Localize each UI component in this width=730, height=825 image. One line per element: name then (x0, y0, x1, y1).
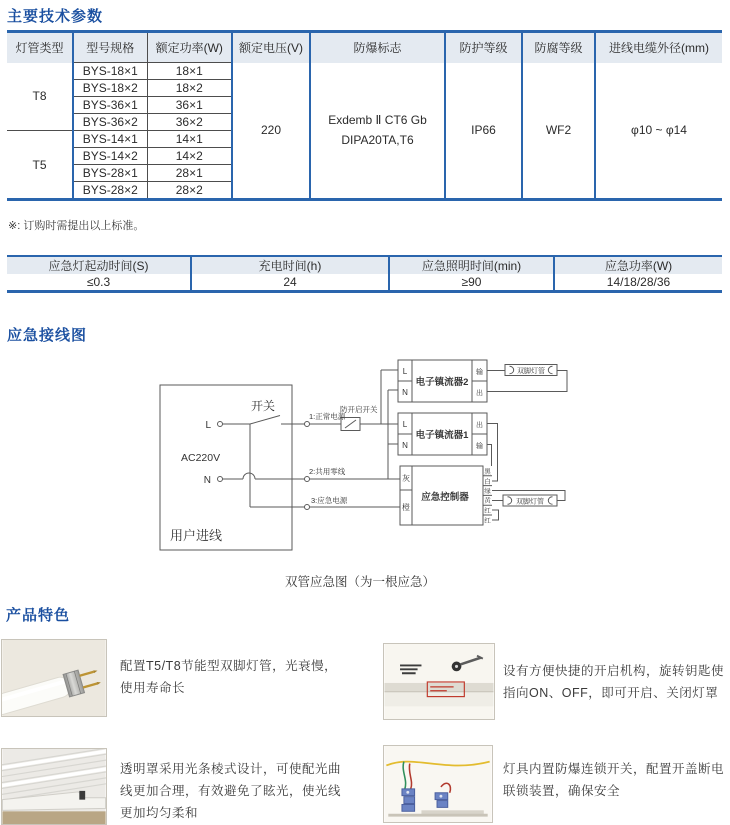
cable-diameter-cell: φ10 ~ φ14 (595, 63, 722, 200)
controller-terminal-red2: 红 (484, 517, 491, 525)
guard-switch-label: 防开启开关 (340, 405, 378, 414)
col-header-start-time: 应急灯起动时间(S) (7, 256, 191, 274)
feature-line: 设有方便快捷的开启机构，旋转钥匙使 (503, 664, 725, 678)
junction-dot-1 (305, 422, 310, 427)
model-cell: BYS-14×2 (73, 148, 147, 165)
terminal-dot-n (218, 477, 223, 482)
feature-line: 灯具内置防爆连锁开关，配置开盖断电 (503, 762, 725, 776)
ballast2-label: 电子镇流器2 (415, 377, 469, 388)
ballast1-terminal-out2: 输 (476, 443, 483, 450)
ex-mark-line2: DIPA20TA,T6 (341, 133, 414, 148)
model-cell: BYS-18×1 (73, 63, 147, 80)
table-row (7, 63, 722, 80)
feature-line: 更加均匀柔和 (120, 806, 199, 820)
controller-terminal-red1: 红 (484, 507, 491, 515)
voltage-cell: 220 (232, 63, 310, 200)
feature-line: 使用寿命长 (120, 681, 186, 695)
feature-text-4 (503, 758, 730, 802)
prismatic-cover-photo (1, 748, 107, 825)
terminal-n-label: N (203, 475, 211, 486)
section-title-features: 产品特色 (6, 607, 71, 624)
order-note: ※: 订购时需提出以上标准。 (8, 220, 145, 232)
controller-terminal-yellow: 黄 (484, 497, 491, 505)
col-header-ex-mark: 防爆标志 (310, 32, 445, 63)
ballast2-terminal-n: N (402, 388, 408, 397)
feature-line: 配置T5/T8节能型双脚灯管，光衰慢， (120, 659, 338, 673)
section-title-wiring: 应急接线图 (7, 327, 88, 344)
start-time-value: ≤0.3 (7, 274, 191, 292)
ballast1-terminal-n: N (402, 441, 408, 450)
feature-line: 透明罩采用光条棱式设计，可使配光曲 (120, 762, 342, 776)
ballast2-terminal-l: L (402, 367, 408, 376)
power-cell: 18×2 (147, 80, 232, 97)
junction-dot-3 (305, 505, 310, 510)
lamp-top-label: 双脚灯管 (517, 368, 545, 375)
table-surface (2, 811, 105, 824)
controller-label: 应急控制器 (421, 492, 469, 503)
power-cell: 36×2 (147, 114, 232, 131)
interlock-switch-photo (383, 745, 493, 823)
col-header-emergency-duration: 应急照明时间(min) (389, 256, 554, 274)
feature-text-2 (503, 660, 730, 704)
emergency-header-row (7, 256, 722, 274)
model-cell: BYS-28×1 (73, 165, 147, 182)
model-cell: BYS-36×2 (73, 114, 147, 131)
metal-rail (421, 810, 483, 814)
power-cell: 28×1 (147, 165, 232, 182)
feature-text-3 (120, 758, 370, 824)
incoming-line-label: 用户进线 (170, 528, 223, 543)
controller-terminal-orange: 橙 (402, 503, 410, 512)
feature-text-1 (120, 655, 370, 699)
lamp-bottom-label: 双脚灯管 (516, 498, 544, 506)
emergency-power-value: 14/18/28/36 (554, 274, 722, 292)
wire1-label: 1:正常电源 (309, 412, 346, 421)
wire3-label: 3:应急电源 (311, 496, 348, 505)
switch-label: 开关 (250, 399, 276, 413)
latch-detail (79, 791, 85, 800)
feature-line: 联锁装置，确保安全 (503, 784, 621, 798)
charge-time-value: 24 (191, 274, 389, 292)
power-cell: 28×2 (147, 182, 232, 200)
col-header-charge-time: 充电时间(h) (191, 256, 389, 274)
model-cell: BYS-28×2 (73, 182, 147, 200)
power-cell: 14×2 (147, 148, 232, 165)
spec-table (7, 30, 722, 201)
controller-terminal-white: 白 (484, 478, 491, 486)
col-header-lamp-type: 灯管类型 (7, 32, 73, 63)
wire2-label: 2:共用零线 (309, 467, 346, 476)
feature-line: 指向ON、OFF，即可开启、关闭灯罩 (503, 686, 719, 700)
switch-blade (250, 416, 280, 425)
power-cell: 14×1 (147, 131, 232, 148)
spec-table-header-row (7, 32, 722, 63)
ballast1-terminal-out1: 出 (476, 422, 483, 429)
ac220v-label: AC220V (181, 452, 221, 464)
controller-terminal-green: 绿 (484, 488, 491, 495)
key-lock-photo (383, 643, 495, 720)
feature-line: 线更加合理，有效避免了眩光，使光线 (120, 784, 342, 798)
wire-crossover-hop (243, 473, 255, 479)
anticorrosion-cell: WF2 (522, 63, 595, 200)
col-header-model: 型号规格 (73, 32, 147, 63)
controller-terminal-black: 黑 (484, 468, 491, 476)
terminal-dot-l (218, 422, 223, 427)
emergency-duration-value: ≥90 (389, 274, 554, 292)
ip-grade-cell: IP66 (445, 63, 522, 200)
ballast2-terminal-out2: 出 (476, 390, 483, 397)
table-row (7, 274, 722, 292)
fluorescent-tube-photo (1, 639, 107, 717)
col-header-emergency-power: 应急功率(W) (554, 256, 722, 274)
terminal-l-label: L (205, 420, 211, 431)
model-cell: BYS-36×1 (73, 97, 147, 114)
power-cell: 36×1 (147, 97, 232, 114)
emergency-table (7, 255, 722, 293)
col-header-rated-power: 额定功率(W) (147, 32, 232, 63)
ex-mark-cell (310, 63, 445, 200)
lamp-type-t5: T5 (7, 131, 73, 200)
emergency-wiring-diagram (0, 352, 730, 594)
col-header-rated-voltage: 额定电压(V) (232, 32, 310, 63)
ballast1-label: 电子镇流器1 (415, 430, 469, 441)
ballast2-terminal-out1: 输 (476, 369, 483, 376)
junction-dot-2 (305, 477, 310, 482)
col-header-anticorrosion-grade: 防腐等级 (522, 32, 595, 63)
model-cell: BYS-18×2 (73, 80, 147, 97)
col-header-cable-diameter: 进线电缆外径(mm) (595, 32, 722, 63)
ballast1-terminal-l: L (402, 420, 408, 429)
model-cell: BYS-14×1 (73, 131, 147, 148)
ex-mark-line1: Exdemb Ⅱ CT6 Gb (328, 113, 427, 128)
col-header-ip-grade: 防护等级 (445, 32, 522, 63)
diagram-caption: 双管应急图（为一根应急） (285, 575, 436, 589)
controller-terminal-gray: 灰 (402, 474, 410, 483)
power-cell: 18×1 (147, 63, 232, 80)
lamp-type-t8: T8 (7, 63, 73, 131)
section-title-main-parameters: 主要技术参数 (7, 8, 104, 25)
